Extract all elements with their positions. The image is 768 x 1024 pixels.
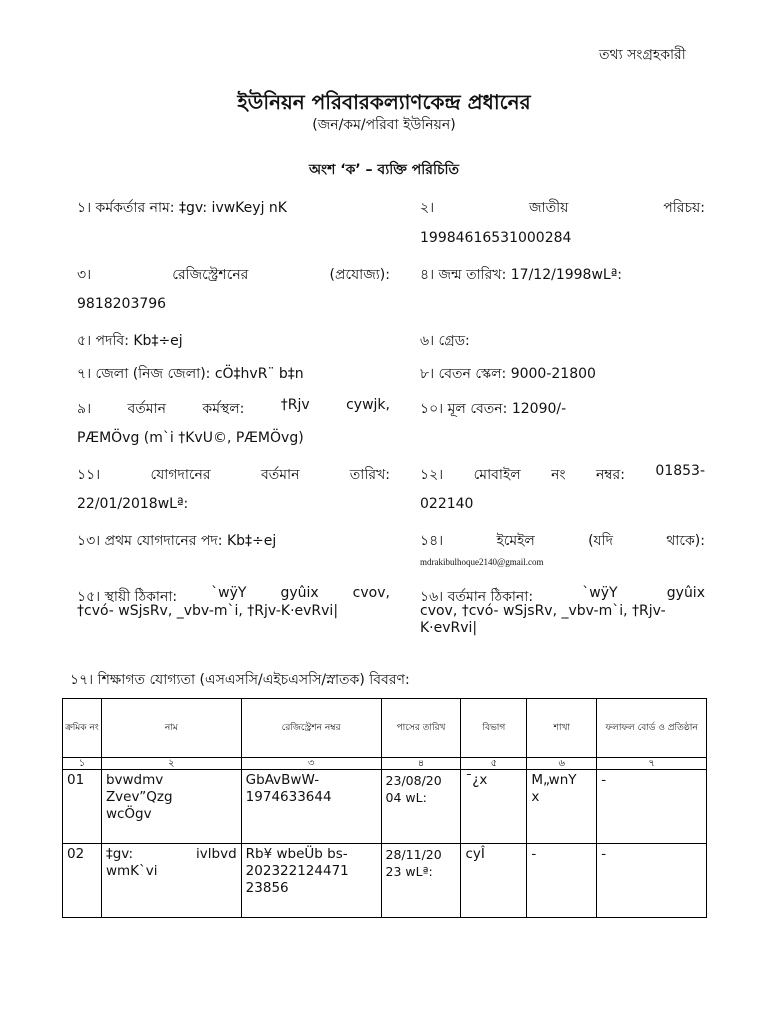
mobile-value: 022140	[420, 496, 474, 512]
joining-date-label: ১১। যোগদানের বর্তমান তারিখ:	[77, 467, 390, 483]
header-registration: রেজিস্ট্রেশন নম্বর	[241, 699, 381, 758]
workplace-value: PÆMÖvg (m`i †KvU©, PÆMÖvg)	[77, 430, 304, 446]
education-table	[62, 698, 707, 918]
designation-value: Kb‡÷ej	[133, 333, 183, 349]
email-label: ১৪। ইমেইল (যদি থাকে):	[420, 533, 705, 549]
dob-value: 17/12/1998wLª:	[510, 267, 623, 283]
email-value: mdrakibulhoque2140@gmail.com	[420, 557, 544, 567]
table-header-row	[63, 699, 707, 758]
registration-label: ৩। রেজিস্ট্রেশনের (প্রযোজ্য):	[77, 267, 390, 283]
officer-name-label: ১। কর্মকর্তার নাম:	[77, 200, 175, 216]
workplace-field: ৯। বর্তমান কর্মস্থল: †Rjv cywjk,	[77, 397, 390, 417]
designation-field: ৫। পদবি: Kb‡÷ej	[77, 333, 183, 349]
header-name: নাম	[101, 699, 241, 758]
basic-salary-value: 12090/-	[511, 401, 567, 417]
basic-salary-field: ১০। মূল বেতন: 12090/-	[420, 401, 567, 417]
first-post-field: ১৩। প্রথম যোগদানের পদ: Kb‡÷ej	[77, 533, 277, 549]
header-serial: ক্রমিক নং	[63, 699, 102, 758]
joining-date-value: 22/01/2018wLª:	[77, 496, 189, 512]
registration-value: 9818203796	[77, 296, 167, 312]
mobile-field: ১২। মোবাইল নং নম্বর: 01853-	[420, 463, 705, 483]
section-title: অংশ ‘ক’ – ব্যক্তি পরিচিতি	[308, 162, 460, 178]
dob-field: ৪। জন্ম তারিখ: 17/12/1998wLª:	[420, 267, 623, 283]
header-division: বিভাগ	[461, 699, 527, 758]
page-subtitle: (জন/কম/পরিবা ইউনিয়ন)	[312, 117, 456, 133]
nid-value: 19984616531000284	[420, 230, 572, 246]
header-branch: শাখা	[527, 699, 597, 758]
header-pass-date: পাসের তারিখ	[381, 699, 461, 758]
top-right-label: তথ্য সংগ্রহকারী	[599, 47, 686, 63]
present-address-value-cont: K·evRvi|	[420, 620, 478, 636]
permanent-address-value: †cvó- wSjsRv, _vbv-m`i, †Rjv-K·evRvi|	[77, 603, 339, 619]
present-address-value: cvov, †cvó- wSjsRv, _vbv-m`i, †Rjv-	[420, 603, 666, 619]
pay-scale-value: 9000-21800	[510, 366, 596, 382]
nid-label: ২। জাতীয় পরিচয়:	[420, 200, 705, 216]
district-value: cÖ‡hvR¨ b‡n	[214, 366, 304, 382]
officer-name-value: ‡gv: ivwKeyj nK	[178, 200, 287, 216]
grade-field: ৬। গ্রেড:	[420, 333, 470, 349]
education-table-title: ১৭। শিক্ষাগত যোগ্যতা (এসএসসি/এইচএসসি/স্নাতক) বিবরণ:	[70, 672, 410, 688]
table-row: 02 ‡gv: ivlbvd wmK`vi Rb¥ wbeÜb bs- 202322124471 23856 28/11/20 23 wLª: cyÎ - -	[63, 844, 707, 918]
permanent-address-field: ১৫। স্থায়ী ঠিকানা: `wÿY gyûix cvov,	[77, 585, 390, 605]
pay-scale-field: ৮। বেতন স্কেল: 9000-21800	[420, 366, 596, 382]
first-post-value: Kb‡÷ej	[226, 533, 277, 549]
header-result: ফলাফল বোর্ড ও প্রতিষ্ঠান	[597, 699, 707, 758]
column-number-row: ১ ২ ৩ ৪ ৫ ৬ ৭	[63, 758, 707, 770]
district-field: ৭। জেলা (নিজ জেলা): cÖ‡hvR¨ b‡n	[77, 366, 304, 382]
present-address-field: ১৬। বর্তমান ঠিকানা: `wÿY gyûix	[420, 585, 705, 605]
officer-name-field	[77, 196, 287, 220]
table-row: 01 bvwdmv Zvev”Qzg wcÖgv GbAvBwW- 1974633644 23/08/20 04 wL: ¯¿x M„wnY x -	[63, 770, 707, 844]
page-title: ইউনিয়ন পরিবারকল্যাণকেন্দ্র প্রধানের	[237, 90, 531, 114]
